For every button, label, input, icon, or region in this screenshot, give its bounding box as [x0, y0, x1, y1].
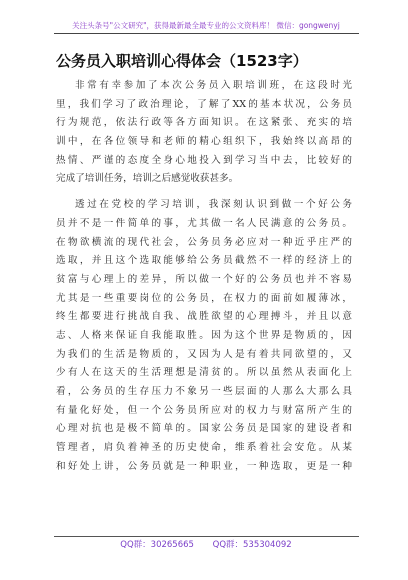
document-body: [56, 77, 352, 476]
body-line: 贫富与心理上的差异，所以做一个好的公务员也并不容易: [56, 273, 352, 285]
footer-qq-group-2: QQ群：535304092: [212, 540, 292, 550]
body-line: 心理对抗也是极不简单的。国家公务员是国家的建设者和: [56, 423, 352, 435]
body-line: 志、人格来保证自我能取胜。因为这个世界是物质的，因: [56, 329, 352, 341]
body-line: 为我们的生活是物质的，又因为人是有着共同欲望的，又: [56, 348, 352, 360]
body-line: 管理者，肩负着神圣的历史使命，维系着社会安危。从某: [56, 442, 352, 454]
body-line: 在物欲横流的现代社会，公务员务必应对一种近乎庄严的: [56, 236, 352, 248]
body-line: 少有人在这天的生活理想是清贫的。所以虽然从表面化上: [56, 367, 352, 379]
body-line: 终生都要进行挑战自我、战胜欲望的心理搏斗，并且以意: [56, 311, 352, 323]
page-header-banner: 关注头条号"公文研究"，获得最新最全最专业的公文资料库！ 微信：gongwenyj: [72, 21, 340, 30]
paragraph-1: [56, 77, 352, 189]
body-line: 看，公务员的生存压力不象另一些层面的人那么大那么具: [56, 386, 352, 397]
body-line: 透过在党校的学习培训，我深刻认识到做一个好公务: [75, 199, 352, 211]
paragraph-2: [56, 196, 352, 476]
body-line: 和好处上讲，公务员就是一种职业，一种选取，更是一种: [56, 460, 352, 472]
footer-qq-group-1: QQ群：30265665: [120, 540, 194, 550]
header-divider: [54, 33, 359, 34]
body-line: 尤其是一些重要岗位的公务员，在权力的面前如履薄冰，: [56, 292, 352, 304]
body-line: 行为规范，依法行政等各方面知识。在这紧张、充实的培: [56, 117, 352, 129]
body-line: 选取，并且这个选取能够给公务员截然不一样的经济上的: [56, 255, 352, 267]
footer-divider: [54, 536, 359, 537]
body-line: 非常有幸参加了本次公务员入职培训班，在这段时光: [75, 80, 352, 91]
body-line: 员并不是一件简单的事，尤其做一名人民满意的公务员。: [56, 217, 352, 229]
body-line: 完成了培训任务，培训之后感觉收获甚多。: [56, 173, 239, 185]
document-title: 公务员入职培训心得体会（1523字）: [56, 52, 308, 70]
page-footer: [56, 538, 356, 550]
body-line: 热情、严谨的态度全身心地投入到学习当中去，比较好的: [56, 154, 352, 166]
body-line: 训中，在各位领导和老师的精心组织下，我始终以高昂的: [56, 136, 352, 148]
body-line: 有量化好处，但一个公务员所应对的权力与财富所产生的: [56, 404, 352, 416]
body-line: 里，我们学习了政治理论，了解了XX的基本状况，公务员: [56, 98, 352, 110]
